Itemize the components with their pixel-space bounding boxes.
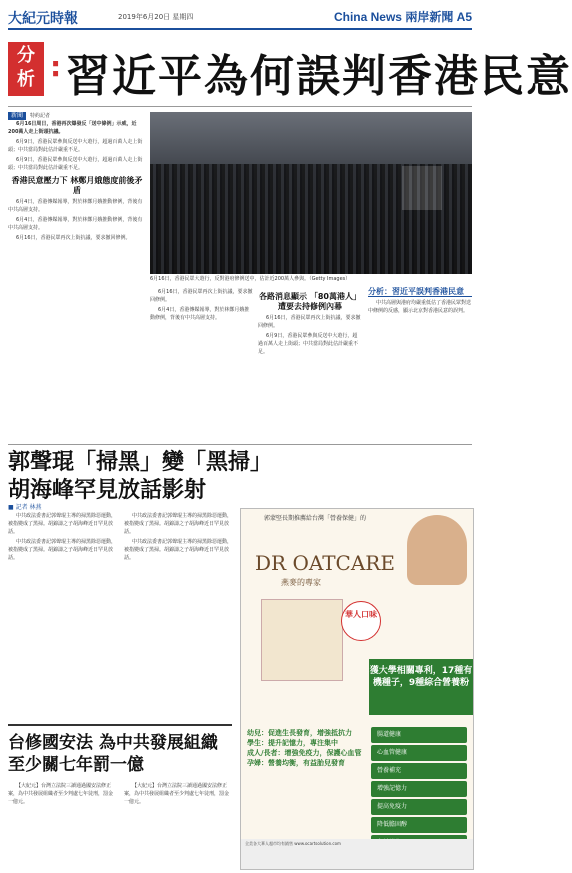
story1-subhead2: 各路消息顯示 「80萬港人」遭要去持修例內幕: [259, 292, 361, 311]
story1-para1c: 6月9日，香港民眾參與反送中大遊行，超過百萬人走上街頭；中共當局對此估計嚴重不足。: [258, 333, 359, 355]
badge-bottom: 析: [17, 69, 35, 90]
ad-group: 幼兒：促進生長發育，增強抵抗力: [247, 729, 352, 737]
story3-para: 【大紀元】台灣立法院三讀通過國安法修正案，為中共發展組織者至少判處七年徒刑，罰金一億元。: [8, 783, 114, 805]
story2-para-d: 中共政法委書記郭聲琨主導的掃黑除惡運動，被指變成了黑掃。胡錦濤之子胡海峰近日罕見放話。: [124, 539, 233, 561]
analysis-title: 分析：習近平誤判香港民意: [368, 288, 472, 297]
ad-benefit-item: 降低膽固醇: [371, 817, 467, 833]
protest-photo: [150, 112, 472, 274]
ad-highlight: 獲大學相關專利，17種有機種子，9種綜合營養粉: [369, 659, 473, 715]
story1-subhead1: 香港民意壓力下 林鄭月娥態度前後矛盾: [11, 176, 143, 195]
ad-bubble: 華人口味: [341, 601, 381, 641]
story2-para-b: 中共政法委書記郭聲琨主導的掃黑除惡運動，被指變成了黑掃。胡錦濤之子胡海峰近日罕見放話。: [8, 539, 117, 561]
section-label: China News 兩岸新聞 A5: [333, 10, 472, 24]
divider: [8, 106, 472, 107]
masthead-logo: 大紀元時報: [8, 11, 78, 27]
story-tag2: 特約記者: [30, 113, 51, 119]
ad-benefit-item: 心血管健康: [371, 745, 467, 761]
advertisement: [240, 508, 474, 870]
story1-para3: 6月16日，香港民眾再次上街抗議，要求撤回修例。: [16, 235, 131, 241]
story1-para3c: 6月16日，香港民眾再次上街抗議，要求撤回修例。: [258, 315, 361, 329]
analysis-badge: [8, 42, 44, 96]
photo-caption: 6月16日，香港民眾大遊行，反對港府修例送中，估計近200萬人參與。（Getty Images）: [150, 276, 351, 282]
story3-column2: [124, 782, 232, 868]
story3-headline: [8, 732, 218, 776]
ad-benefits: [371, 725, 467, 853]
ad-spokesperson-photo: [407, 515, 467, 585]
main-headline: 習近平為何誤判香港民意: [66, 51, 572, 102]
ad-benefit-item: 腸道健康: [371, 727, 467, 743]
headline-colon: :: [50, 50, 62, 83]
story1-para3b: 6月16日，香港民眾再次上街抗議，要求撤回修例。: [150, 289, 253, 303]
story1-para1b: 6月9日，香港民眾參與反送中大遊行，超過百萬人走上街頭；中共當局對此估計嚴重不足。: [8, 157, 143, 171]
divider: [8, 444, 472, 445]
story2-headline-line1: 郭聲琨「掃黑」變「黑掃」: [8, 449, 273, 475]
ad-benefit-item: 提高免疫力: [371, 799, 467, 815]
story1-para2c: 6月4日，香港傳媒報導，對於林鄭月娥推動修例，背後有中共高層支持。: [150, 307, 250, 321]
story3-column1: [8, 782, 116, 868]
story1-para2: 6月4日，香港傳媒報導，對於林鄭月娥推動修例，背後有中共高層支持。: [8, 199, 143, 213]
story3-headline-line1: 台修國安法 為中共發展組織: [8, 733, 218, 753]
photo-crowd: [150, 164, 472, 274]
ad-benefit-item: 增強記憶力: [371, 781, 467, 797]
issue-date: 2019年6月20日 星期四: [118, 13, 194, 21]
story-tag: 新聞: [8, 112, 26, 120]
ad-group: 成人/長者：增強免疫力，保護心血管: [247, 749, 362, 757]
story2-byline: ■ 記者 林燕: [8, 504, 42, 511]
story1-column: [8, 112, 146, 442]
ad-product-box: [261, 599, 343, 681]
story1-lead: 6月16日周日，香港再次爆發反「送中條例」示威，近200萬人走上街頭抗議。: [8, 121, 137, 135]
story2-para-c: 中共政法委書記郭聲琨主導的掃黑除惡運動，被指變成了黑掃。胡錦濤之子胡海峰近日罕見放話。: [124, 513, 233, 535]
badge-top: 分: [17, 45, 35, 66]
analysis-box: [368, 288, 472, 317]
story1-column3: [258, 288, 362, 438]
story2-headline: [8, 448, 272, 504]
ad-footer: 全美各大華人超市均有銷售 www.ocartsolution.com: [241, 839, 473, 869]
ad-group: 孕婦：營養均衡，有益胎兒發育: [247, 759, 345, 767]
story2-para: 中共政法委書記郭聲琨主導的掃黑除惡運動，被指變成了黑掃。胡錦濤之子胡海峰近日罕見放話。: [8, 513, 117, 535]
story2-column1: [8, 512, 116, 720]
ad-title: 郭蒙堅長期推薦給台灣「營養保健」的: [263, 515, 366, 522]
main-headline-row: [8, 36, 572, 102]
ad-benefit-item: 營養補充: [371, 763, 467, 779]
ad-brand: DR OATCARE: [255, 551, 395, 575]
story3-para-b: 【大紀元】台灣立法院三讀通過國安法修正案，為中共發展組織者至少判處七年徒刑，罰金一億元。: [124, 783, 230, 805]
story3-headline-line2: 至少關七年罰一億: [8, 755, 144, 775]
analysis-text: 中共高層與港府均嚴重低估了香港民眾對送中條例的反感，顯示北京對香港民意的誤判。: [368, 300, 472, 314]
ad-group: 學生：提升記憶力，專注集中: [247, 739, 338, 747]
ad-groups: [247, 727, 367, 767]
story1-column2: [150, 288, 254, 438]
story2-column2: [124, 512, 232, 720]
story1-para2b: 6月4日，香港傳媒報導，對於林鄭月娥推動修例，背後有中共高層支持。: [8, 217, 143, 231]
divider-bold: [8, 724, 232, 726]
page-header: [8, 6, 472, 30]
story2-headline-line2: 胡海峰罕見放話影射: [8, 477, 207, 503]
ad-brand-subtitle: 燕麥的專家: [281, 578, 321, 587]
story1-para1: 6月9日，香港民眾參與反送中大遊行，超過百萬人走上街頭；中共當局對此估計嚴重不足。: [8, 139, 143, 153]
